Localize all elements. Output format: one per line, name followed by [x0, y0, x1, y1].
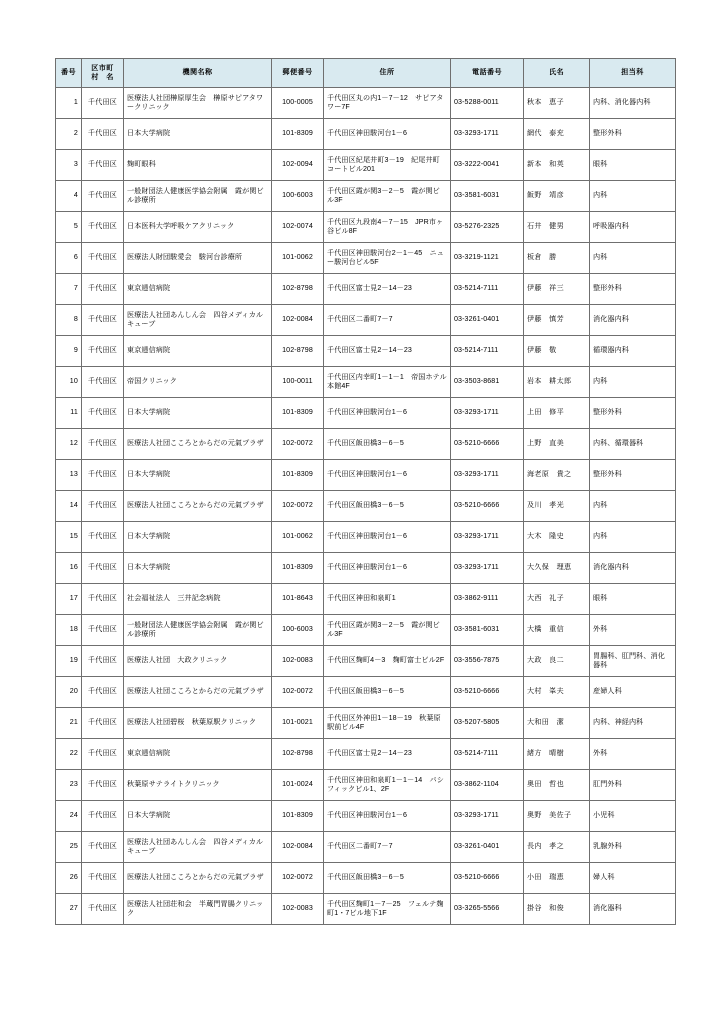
row-cell-address: 千代田区神田駿河台1－6: [324, 460, 451, 491]
row-cell-telephone: 03-5214-7111: [451, 739, 524, 770]
row-cell-organization: 医療法人社団あんしん会 四谷メディカルキューブ: [124, 832, 272, 863]
row-cell-no: 21: [56, 708, 82, 739]
row-cell-person-name: 緒方 晴樹: [524, 739, 590, 770]
row-cell-postal-code: 100-0011: [272, 367, 324, 398]
row-cell-address: 千代田区神田和泉町1－1－14 パシフィックビル1、2F: [324, 770, 451, 801]
row-cell-city: 千代田区: [82, 801, 124, 832]
column-header-no: 番号: [56, 59, 82, 88]
row-cell-person-name: 飯野 靖彦: [524, 181, 590, 212]
table-row: [56, 770, 676, 801]
row-cell-organization: 麹町眼科: [124, 150, 272, 181]
table-row: [56, 863, 676, 894]
row-cell-telephone: 03-5214-7111: [451, 274, 524, 305]
row-cell-address: 千代田区富士見2－14－23: [324, 274, 451, 305]
row-cell-organization: 医療法人社団碧桜 秋葉原駅クリニック: [124, 708, 272, 739]
row-cell-telephone: 03-3556-7875: [451, 646, 524, 677]
table-row: [56, 615, 676, 646]
row-cell-no: 11: [56, 398, 82, 429]
row-cell-postal-code: 101-8309: [272, 801, 324, 832]
row-cell-department: 消化器科: [590, 894, 676, 925]
row-cell-no: 23: [56, 770, 82, 801]
row-cell-postal-code: 100-6003: [272, 615, 324, 646]
row-cell-postal-code: 101-8309: [272, 460, 324, 491]
row-cell-organization: 医療法人社団荘和会 半蔵門胃腸クリニック: [124, 894, 272, 925]
row-cell-person-name: 伊藤 祥三: [524, 274, 590, 305]
row-cell-no: 25: [56, 832, 82, 863]
table-row: [56, 677, 676, 708]
table-row: [56, 894, 676, 925]
row-cell-telephone: 03-3293-1711: [451, 460, 524, 491]
row-cell-department: 胃腸科、肛門科、消化器科: [590, 646, 676, 677]
row-cell-postal-code: 101-0021: [272, 708, 324, 739]
row-cell-department: 循環器内科: [590, 336, 676, 367]
row-cell-city: 千代田区: [82, 181, 124, 212]
row-cell-telephone: 03-5210-6666: [451, 429, 524, 460]
table-header-row: [56, 59, 676, 88]
table-row: [56, 491, 676, 522]
row-cell-telephone: 03-3293-1711: [451, 398, 524, 429]
row-cell-postal-code: 102-0084: [272, 305, 324, 336]
row-cell-department: 整形外科: [590, 274, 676, 305]
row-cell-city: 千代田区: [82, 770, 124, 801]
row-cell-postal-code: 101-8309: [272, 553, 324, 584]
row-cell-no: 24: [56, 801, 82, 832]
row-cell-telephone: 03-3261-0401: [451, 305, 524, 336]
row-cell-telephone: 03-5276-2325: [451, 212, 524, 243]
row-cell-postal-code: 102-0074: [272, 212, 324, 243]
column-header-address: 住所: [324, 59, 451, 88]
row-cell-organization: 一般財団法人健康医学協会附属 霞が関ビル診療所: [124, 181, 272, 212]
row-cell-telephone: 03-3293-1711: [451, 522, 524, 553]
row-cell-person-name: 奥野 美佐子: [524, 801, 590, 832]
row-cell-telephone: 03-5288-0011: [451, 88, 524, 119]
row-cell-telephone: 03-3581-6031: [451, 181, 524, 212]
column-header-postal-code: 郵便番号: [272, 59, 324, 88]
table-row: [56, 646, 676, 677]
row-cell-postal-code: 101-8643: [272, 584, 324, 615]
row-cell-postal-code: 102-0072: [272, 429, 324, 460]
row-cell-address: 千代田区神田駿河台2－1－45 ニュー駿河台ビル5F: [324, 243, 451, 274]
row-cell-postal-code: 102-0072: [272, 677, 324, 708]
row-cell-city: 千代田区: [82, 832, 124, 863]
row-cell-city: 千代田区: [82, 646, 124, 677]
row-cell-no: 10: [56, 367, 82, 398]
row-cell-organization: 帝国クリニック: [124, 367, 272, 398]
row-cell-city: 千代田区: [82, 274, 124, 305]
table-row: [56, 212, 676, 243]
row-cell-postal-code: 102-0084: [272, 832, 324, 863]
row-cell-address: 千代田区神田駿河台1－6: [324, 119, 451, 150]
row-cell-postal-code: 102-0072: [272, 491, 324, 522]
row-cell-person-name: 上田 修平: [524, 398, 590, 429]
row-cell-no: 18: [56, 615, 82, 646]
row-cell-person-name: 新本 和英: [524, 150, 590, 181]
row-cell-no: 22: [56, 739, 82, 770]
row-cell-organization: 医療法人社団 大政クリニック: [124, 646, 272, 677]
row-cell-organization: 一般財団法人健康医学協会附属 霞が関ビル診療所: [124, 615, 272, 646]
row-cell-telephone: 03-3293-1711: [451, 553, 524, 584]
row-cell-telephone: 03-3503-8681: [451, 367, 524, 398]
row-cell-telephone: 03-3862-1104: [451, 770, 524, 801]
row-cell-no: 8: [56, 305, 82, 336]
row-cell-address: 千代田区神田駿河台1－6: [324, 553, 451, 584]
row-cell-no: 4: [56, 181, 82, 212]
row-cell-department: 整形外科: [590, 398, 676, 429]
row-cell-telephone: 03-3581-6031: [451, 615, 524, 646]
row-cell-organization: 日本大学病院: [124, 398, 272, 429]
column-header-telephone: 電話番号: [451, 59, 524, 88]
row-cell-address: 千代田区飯田橋3－6－5: [324, 863, 451, 894]
row-cell-person-name: 長内 孝之: [524, 832, 590, 863]
row-cell-postal-code: 100-0005: [272, 88, 324, 119]
row-cell-person-name: 石井 健男: [524, 212, 590, 243]
table-row: [56, 88, 676, 119]
medical-institution-table: [55, 58, 676, 925]
row-cell-address: 千代田区二番町7－7: [324, 305, 451, 336]
row-cell-no: 7: [56, 274, 82, 305]
row-cell-no: 9: [56, 336, 82, 367]
row-cell-organization: 医療法人社団こころとからだの元氣プラザ: [124, 677, 272, 708]
row-cell-postal-code: 102-8798: [272, 336, 324, 367]
column-header-person-name: 氏名: [524, 59, 590, 88]
table-row: [56, 367, 676, 398]
row-cell-department: 内科: [590, 243, 676, 274]
row-cell-postal-code: 101-8309: [272, 398, 324, 429]
table-row: [56, 708, 676, 739]
row-cell-city: 千代田区: [82, 894, 124, 925]
row-cell-address: 千代田区神田和泉町1: [324, 584, 451, 615]
row-cell-no: 13: [56, 460, 82, 491]
table-row: [56, 522, 676, 553]
row-cell-telephone: 03-3265-5566: [451, 894, 524, 925]
row-cell-no: 17: [56, 584, 82, 615]
row-cell-address: 千代田区麹町1－7－25 フェルテ麹町1・7ビル地下1F: [324, 894, 451, 925]
row-cell-department: 小児科: [590, 801, 676, 832]
row-cell-organization: 医療法人財団駿愛会 駿河台診療所: [124, 243, 272, 274]
row-cell-department: 内科、神経内科: [590, 708, 676, 739]
row-cell-organization: 日本大学病院: [124, 522, 272, 553]
table-row: [56, 150, 676, 181]
row-cell-organization: 東京逓信病院: [124, 336, 272, 367]
row-cell-telephone: 03-5214-7111: [451, 336, 524, 367]
table-row: [56, 460, 676, 491]
row-cell-telephone: 03-5210-6666: [451, 491, 524, 522]
row-cell-no: 19: [56, 646, 82, 677]
row-cell-address: 千代田区九段南4－7－15 JPR市ヶ谷ビル8F: [324, 212, 451, 243]
row-cell-postal-code: 102-0083: [272, 646, 324, 677]
row-cell-telephone: 03-3219-1121: [451, 243, 524, 274]
row-cell-address: 千代田区紀尾井町3－19 紀尾井町コートビル201: [324, 150, 451, 181]
row-cell-department: 消化器内科: [590, 553, 676, 584]
row-cell-city: 千代田区: [82, 119, 124, 150]
row-cell-person-name: 大村 峯夫: [524, 677, 590, 708]
row-cell-person-name: 大久保 理恵: [524, 553, 590, 584]
row-cell-no: 5: [56, 212, 82, 243]
row-cell-person-name: 大政 良二: [524, 646, 590, 677]
row-cell-city: 千代田区: [82, 615, 124, 646]
table-row: [56, 305, 676, 336]
table-row: [56, 801, 676, 832]
table-row: [56, 832, 676, 863]
table-row: [56, 398, 676, 429]
row-cell-address: 千代田区飯田橋3－6－5: [324, 491, 451, 522]
row-cell-department: 外科: [590, 615, 676, 646]
row-cell-organization: 医療法人社団あんしん会 四谷メディカルキューブ: [124, 305, 272, 336]
row-cell-organization: 日本大学病院: [124, 801, 272, 832]
row-cell-organization: 医療法人社団榊原厚生会 榊原サピアタワークリニック: [124, 88, 272, 119]
row-cell-postal-code: 102-0072: [272, 863, 324, 894]
row-cell-city: 千代田区: [82, 243, 124, 274]
row-cell-address: 千代田区神田駿河台1－6: [324, 398, 451, 429]
row-cell-person-name: 掛谷 和俊: [524, 894, 590, 925]
row-cell-no: 2: [56, 119, 82, 150]
row-cell-person-name: 秋本 恵子: [524, 88, 590, 119]
row-cell-department: 肛門外科: [590, 770, 676, 801]
row-cell-person-name: 網代 泰充: [524, 119, 590, 150]
row-cell-organization: 社会福祉法人 三井記念病院: [124, 584, 272, 615]
row-cell-department: 内科: [590, 367, 676, 398]
row-cell-telephone: 03-3293-1711: [451, 119, 524, 150]
row-cell-city: 千代田区: [82, 739, 124, 770]
row-cell-address: 千代田区神田駿河台1－6: [324, 522, 451, 553]
row-cell-address: 千代田区麹町4－3 麹町富士ビル2F: [324, 646, 451, 677]
row-cell-postal-code: 102-8798: [272, 274, 324, 305]
row-cell-no: 1: [56, 88, 82, 119]
table-body: [56, 88, 676, 925]
row-cell-person-name: 及川 孝光: [524, 491, 590, 522]
row-cell-address: 千代田区霞が関3－2－5 霞が関ビル3F: [324, 615, 451, 646]
row-cell-address: 千代田区内幸町1－1－1 帝国ホテル本館4F: [324, 367, 451, 398]
column-header-department: 担当科: [590, 59, 676, 88]
row-cell-city: 千代田区: [82, 429, 124, 460]
table-row: [56, 119, 676, 150]
row-cell-city: 千代田区: [82, 677, 124, 708]
row-cell-city: 千代田区: [82, 522, 124, 553]
row-cell-organization: 東京逓信病院: [124, 274, 272, 305]
row-cell-department: 眼科: [590, 150, 676, 181]
row-cell-person-name: 板倉 勝: [524, 243, 590, 274]
table-row: [56, 274, 676, 305]
row-cell-no: 27: [56, 894, 82, 925]
row-cell-city: 千代田区: [82, 460, 124, 491]
row-cell-address: 千代田区神田駿河台1－6: [324, 801, 451, 832]
table-row: [56, 739, 676, 770]
row-cell-department: 整形外科: [590, 460, 676, 491]
row-cell-person-name: 大西 礼子: [524, 584, 590, 615]
row-cell-telephone: 03-3862-9111: [451, 584, 524, 615]
row-cell-address: 千代田区富士見2－14－23: [324, 336, 451, 367]
table-row: [56, 336, 676, 367]
row-cell-no: 26: [56, 863, 82, 894]
table-row: [56, 243, 676, 274]
row-cell-department: 消化器内科: [590, 305, 676, 336]
row-cell-person-name: 奥田 哲也: [524, 770, 590, 801]
row-cell-no: 6: [56, 243, 82, 274]
row-cell-person-name: 大橋 重信: [524, 615, 590, 646]
row-cell-postal-code: 101-0062: [272, 243, 324, 274]
row-cell-address: 千代田区霞が関3－2－5 霞が関ビル3F: [324, 181, 451, 212]
table-row: [56, 181, 676, 212]
row-cell-city: 千代田区: [82, 88, 124, 119]
row-cell-department: 産婦人科: [590, 677, 676, 708]
row-cell-person-name: 上野 直美: [524, 429, 590, 460]
row-cell-telephone: 03-5207-5805: [451, 708, 524, 739]
row-cell-postal-code: 102-0094: [272, 150, 324, 181]
row-cell-department: 婦人科: [590, 863, 676, 894]
row-cell-department: 乳腺外科: [590, 832, 676, 863]
row-cell-postal-code: 101-8309: [272, 119, 324, 150]
row-cell-organization: 日本医科大学呼吸ケアクリニック: [124, 212, 272, 243]
row-cell-telephone: 03-3293-1711: [451, 801, 524, 832]
row-cell-person-name: 大木 隆史: [524, 522, 590, 553]
row-cell-person-name: 海老原 貴之: [524, 460, 590, 491]
row-cell-city: 千代田区: [82, 584, 124, 615]
table-row: [56, 584, 676, 615]
row-cell-department: 内科: [590, 522, 676, 553]
row-cell-person-name: 小田 瑞恵: [524, 863, 590, 894]
row-cell-no: 16: [56, 553, 82, 584]
row-cell-person-name: 伊藤 慎芳: [524, 305, 590, 336]
row-cell-department: 内科、消化器内科: [590, 88, 676, 119]
row-cell-city: 千代田区: [82, 491, 124, 522]
column-header-organization: 機関名称: [124, 59, 272, 88]
table-header: [56, 59, 676, 88]
row-cell-person-name: 岩本 耕太郎: [524, 367, 590, 398]
row-cell-organization: 東京逓信病院: [124, 739, 272, 770]
row-cell-postal-code: 101-0024: [272, 770, 324, 801]
row-cell-city: 千代田区: [82, 336, 124, 367]
row-cell-address: 千代田区飯田橋3－6－5: [324, 429, 451, 460]
row-cell-address: 千代田区二番町7－7: [324, 832, 451, 863]
row-cell-city: 千代田区: [82, 863, 124, 894]
row-cell-department: 内科: [590, 181, 676, 212]
row-cell-department: 内科、循環器科: [590, 429, 676, 460]
row-cell-city: 千代田区: [82, 553, 124, 584]
table-row: [56, 553, 676, 584]
row-cell-no: 15: [56, 522, 82, 553]
row-cell-city: 千代田区: [82, 212, 124, 243]
column-header-city: 区市町 村 名: [82, 59, 124, 88]
row-cell-organization: 秋葉原サテライトクリニック: [124, 770, 272, 801]
row-cell-organization: 医療法人社団こころとからだの元氣プラザ: [124, 491, 272, 522]
row-cell-address: 千代田区飯田橋3－6－5: [324, 677, 451, 708]
row-cell-organization: 日本大学病院: [124, 553, 272, 584]
row-cell-city: 千代田区: [82, 367, 124, 398]
row-cell-person-name: 伊藤 敬: [524, 336, 590, 367]
row-cell-city: 千代田区: [82, 305, 124, 336]
row-cell-address: 千代田区富士見2－14－23: [324, 739, 451, 770]
row-cell-postal-code: 101-0062: [272, 522, 324, 553]
row-cell-no: 14: [56, 491, 82, 522]
row-cell-no: 12: [56, 429, 82, 460]
row-cell-no: 3: [56, 150, 82, 181]
row-cell-city: 千代田区: [82, 398, 124, 429]
row-cell-address: 千代田区外神田1－18－19 秋葉原駅前ビル4F: [324, 708, 451, 739]
table-row: [56, 429, 676, 460]
row-cell-person-name: 大和田 潔: [524, 708, 590, 739]
row-cell-organization: 日本大学病院: [124, 119, 272, 150]
row-cell-city: 千代田区: [82, 708, 124, 739]
row-cell-department: 眼科: [590, 584, 676, 615]
row-cell-address: 千代田区丸の内1－7－12 サピアタワー7F: [324, 88, 451, 119]
row-cell-telephone: 03-5210-6666: [451, 677, 524, 708]
row-cell-postal-code: 102-0083: [272, 894, 324, 925]
row-cell-postal-code: 100-6003: [272, 181, 324, 212]
row-cell-organization: 日本大学病院: [124, 460, 272, 491]
row-cell-department: 外科: [590, 739, 676, 770]
row-cell-department: 整形外科: [590, 119, 676, 150]
row-cell-city: 千代田区: [82, 150, 124, 181]
row-cell-organization: 医療法人社団こころとからだの元氣プラザ: [124, 863, 272, 894]
row-cell-organization: 医療法人社団こころとからだの元氣プラザ: [124, 429, 272, 460]
row-cell-telephone: 03-5210-6666: [451, 863, 524, 894]
row-cell-telephone: 03-3261-0401: [451, 832, 524, 863]
row-cell-telephone: 03-3222-0041: [451, 150, 524, 181]
row-cell-department: 呼吸器内科: [590, 212, 676, 243]
row-cell-postal-code: 102-8798: [272, 739, 324, 770]
row-cell-department: 内科: [590, 491, 676, 522]
row-cell-no: 20: [56, 677, 82, 708]
